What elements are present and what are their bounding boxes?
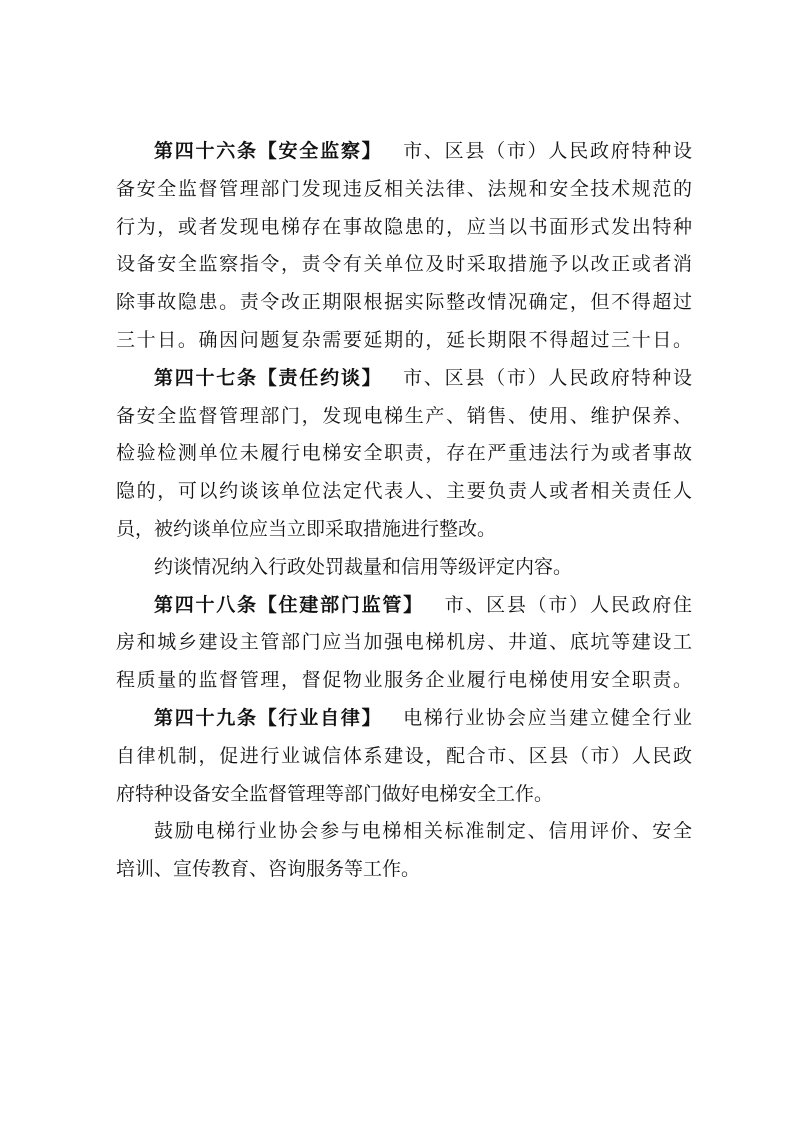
article-line: 备安全监督管理部门发现违反相关法律、法规和安全技术规范的 xyxy=(116,177,692,200)
article-line: 备安全监督管理部门，发现电梯生产、销售、使用、维护保养、 xyxy=(116,404,692,427)
article-first-line xyxy=(116,360,692,398)
article-line: 鼓励电梯行业协会参与电梯相关标准制定、信用评价、安全 xyxy=(154,820,692,843)
article-line: 隐的，可以约谈该单位法定代表人、主要负责人或者相关责任人 xyxy=(116,480,692,503)
article-46 xyxy=(116,133,692,360)
article-first-line xyxy=(116,700,692,738)
article-47-supplement xyxy=(116,549,692,587)
article-line: 房和城乡建设主管部门应当加强电梯机房、井道、底坑等建设工 xyxy=(116,631,692,654)
article-text: 市、区县（市）人民政府住 xyxy=(442,593,692,616)
article-line: 除事故隐患。责令改正期限根据实际整改情况确定，但不得超过 xyxy=(116,291,692,314)
article-text: 市、区县（市）人民政府特种设 xyxy=(401,140,692,162)
article-line: 三十日。确因问题复杂需要延期的，延长期限不得超过三十日。 xyxy=(116,328,692,351)
article-line: 行为，或者发现电梯存在事故隐患的，应当以书面形式发出特种 xyxy=(116,215,692,238)
article-line: 员，被约谈单位应当立即采取措施进行整改。 xyxy=(116,517,497,540)
article-line: 府特种设备安全监督管理等部门做好电梯安全工作。 xyxy=(116,782,554,805)
article-first-line xyxy=(116,587,692,625)
article-49 xyxy=(116,700,692,813)
article-heading: 第四十八条【住建部门监管】 xyxy=(154,593,424,616)
article-heading: 第四十六条【安全监察】 xyxy=(154,140,383,162)
article-47 xyxy=(116,360,692,549)
article-49-supplement xyxy=(116,813,692,889)
article-line: 约谈情况纳入行政处罚裁量和信用等级评定内容。 xyxy=(154,555,573,578)
article-line: 自律机制，促进行业诚信体系建设，配合市、区县（市）人民政 xyxy=(116,744,692,767)
article-48 xyxy=(116,587,692,700)
article-line: 设备安全监察指令，责令有关单位及时采取措施予以改正或者消 xyxy=(116,253,692,276)
article-first-line xyxy=(116,133,692,171)
article-text: 电梯行业协会应当建立健全行业 xyxy=(401,706,692,729)
article-line: 程质量的监督管理，督促物业服务企业履行电梯使用安全职责。 xyxy=(116,669,692,692)
article-line: 检验检测单位未履行电梯安全职责，存在严重违法行为或者事故 xyxy=(116,442,692,465)
article-line: 培训、宣传教育、咨询服务等工作。 xyxy=(116,858,421,881)
article-text: 市、区县（市）人民政府特种设 xyxy=(401,366,692,389)
document-body xyxy=(116,133,692,889)
article-heading: 第四十九条【行业自律】 xyxy=(154,706,383,729)
article-heading: 第四十七条【责任约谈】 xyxy=(154,366,383,389)
